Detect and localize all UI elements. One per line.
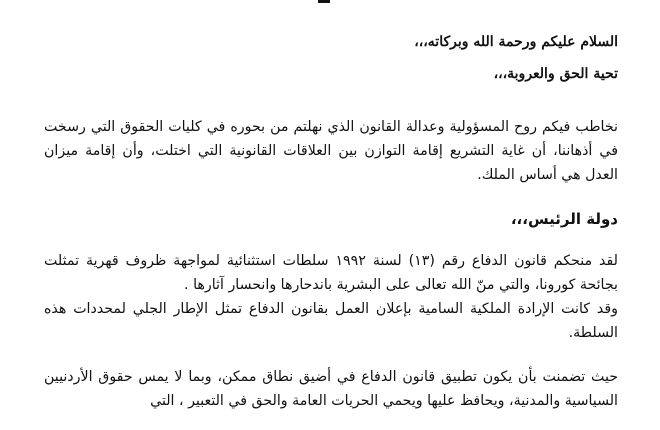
greeting-line: السلام عليكم ورحمة الله وبركاته،،، xyxy=(414,34,618,50)
paragraph-intro: نخاطب فيكم روح المسؤولية وعدالة القانون الذي نهلتم من بحوره في كليات الحقوق التي رسخت في أذهاننا، أن غاية التشريع إقامة التوازن بين العلاقات القانونية التي اختلت، وأن إقامة ميزان العدل هي أساس الملك. xyxy=(44,119,618,183)
address-heading: دولة الرئيس،،، xyxy=(510,210,618,228)
paragraph-rights: حيث تضمنت بأن يكون تطبيق قانون الدفاع في أضيق نطاق ممكن، وبما لا يمس حقوق الأردنيين السياسية والمدنية، ويحافظ عليها ويحمي الحريات العامة والحق في التعبير ، التي xyxy=(44,369,618,409)
page-top-mark xyxy=(318,0,330,3)
paragraph-defense-law-line-1: لقد منحكم قانون الدفاع رقم (١٣) لسنة ١٩٩٢ سلطات استثنائية لمواجهة ظروف قهرية تمثلت بجائحة كورونا، والتي منّ الله تعالى على البشرية باندحارها وانحسار آثارها . xyxy=(44,253,618,293)
paragraph-defense-law-line-2: وقد كانت الإرادة الملكية السامية بإعلان العمل بقانون الدفاع تمثل الإطار الجلي لمحددات هذه السلطة. xyxy=(44,301,618,341)
salutation-line: تحية الحق والعروبة،،، xyxy=(493,66,618,82)
paragraph-defense-law xyxy=(44,249,618,345)
